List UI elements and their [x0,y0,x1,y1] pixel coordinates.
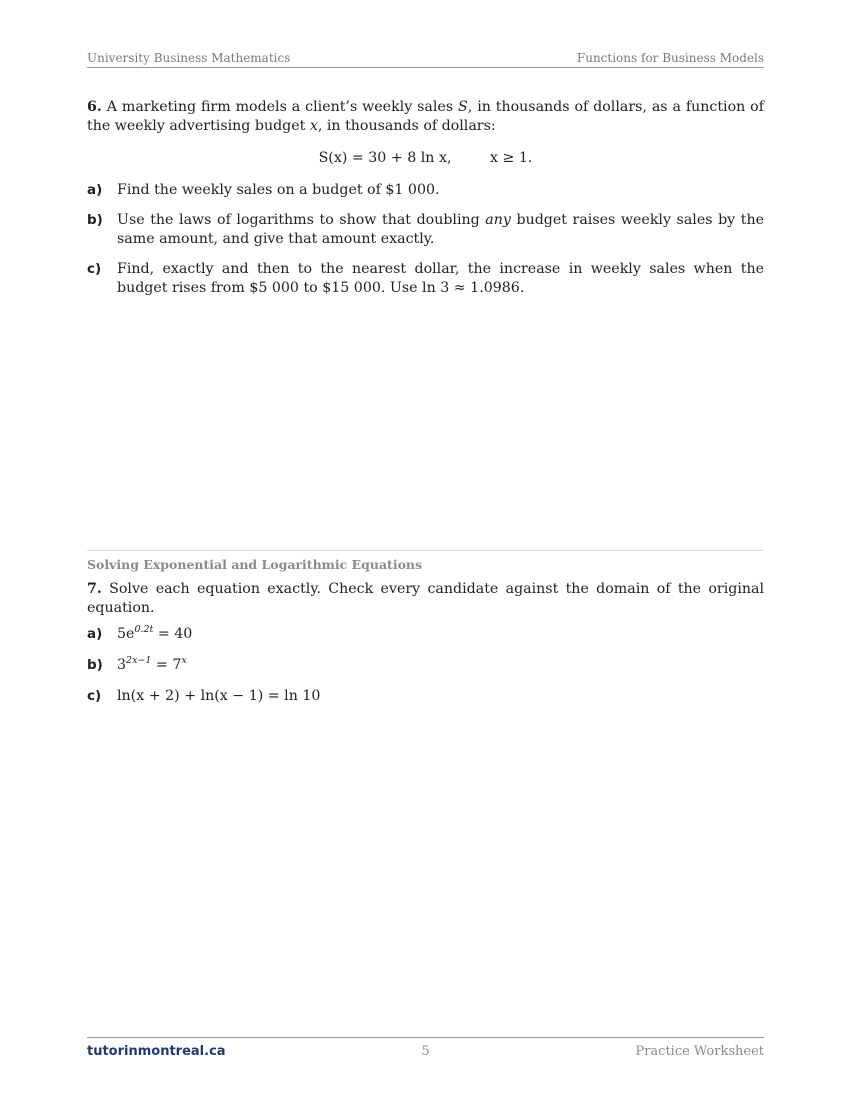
part-emphasis: any [485,212,511,228]
page-footer [87,1037,764,1064]
page-header [87,51,764,68]
part-text-2: budget raises weekly sales by the same amount, and give that amount exactly. [117,212,764,247]
question-6-intro-text-3: , in thousands of dollars: [317,118,496,134]
part-label: a) [87,626,103,642]
equation: ln(x + 2) + ln(x − 1) = ln 10 [117,688,321,704]
part-text: Use the laws of logarithms to show that doubling [117,212,486,228]
question-7-part-b [87,656,764,675]
part-label: b) [87,657,103,673]
part-label: a) [87,182,103,198]
question-6-part-b [87,211,764,249]
formula-condition: x ≥ 1. [489,150,533,166]
equation-rest: = 40 [153,626,193,642]
question-7-part-a [87,625,764,644]
equation [117,657,187,673]
equation-exponent: 0.2t [134,624,154,635]
variable-s: S [458,99,468,115]
question-7-intro [87,580,764,618]
header-course-title: University Business Mathematics [87,51,291,65]
question-6-intro [87,98,764,136]
part-text: Find, exactly and then to the nearest dollar, the increase in weekly sales when the budget rises from $5 000 to $15 000. Use ln 3 ≈ 1.0986. [117,261,764,296]
question-6 [87,98,764,309]
question-6-parts [87,181,764,298]
question-7 [87,580,764,718]
part-label: c) [87,688,102,704]
question-7-parts [87,625,764,706]
header-chapter-title: Functions for Business Models [576,51,764,65]
part-label: c) [87,261,102,277]
equation-exponent-2: x [181,655,187,666]
equation-base: 5e [117,626,135,642]
footer-document-title: Practice Worksheet [635,1044,764,1059]
equation-base: 3 [117,657,127,673]
question-7-number: 7. [87,581,102,597]
part-label: b) [87,212,103,228]
question-7-intro-text: Solve each equation exactly. Check every candidate against the domain of the original equation. [87,581,765,616]
question-6-intro-text: A marketing firm models a client’s weekly sales [106,99,459,115]
variable-x: x [309,118,318,134]
equation-exponent: 2x−1 [126,655,152,666]
question-6-number: 6. [87,99,102,115]
question-7-part-c [87,687,764,706]
question-6-part-c [87,260,764,298]
part-text: Find the weekly sales on a budget of $1 000. [117,182,440,198]
footer-site-link[interactable]: tutorinmontreal.ca [87,1044,226,1059]
page-number: 5 [421,1044,430,1059]
question-6-intro-text-2: , in thousands of dollars, as a function of the weekly advertising budget [87,99,764,134]
section-heading: Solving Exponential and Logarithmic Equations [87,550,764,572]
sales-formula [87,149,764,168]
equation-rest: = 7 [151,657,182,673]
equation [117,626,192,642]
formula-expression: S(x) = 30 + 8 ln x, [318,150,452,166]
question-6-part-a [87,181,764,200]
